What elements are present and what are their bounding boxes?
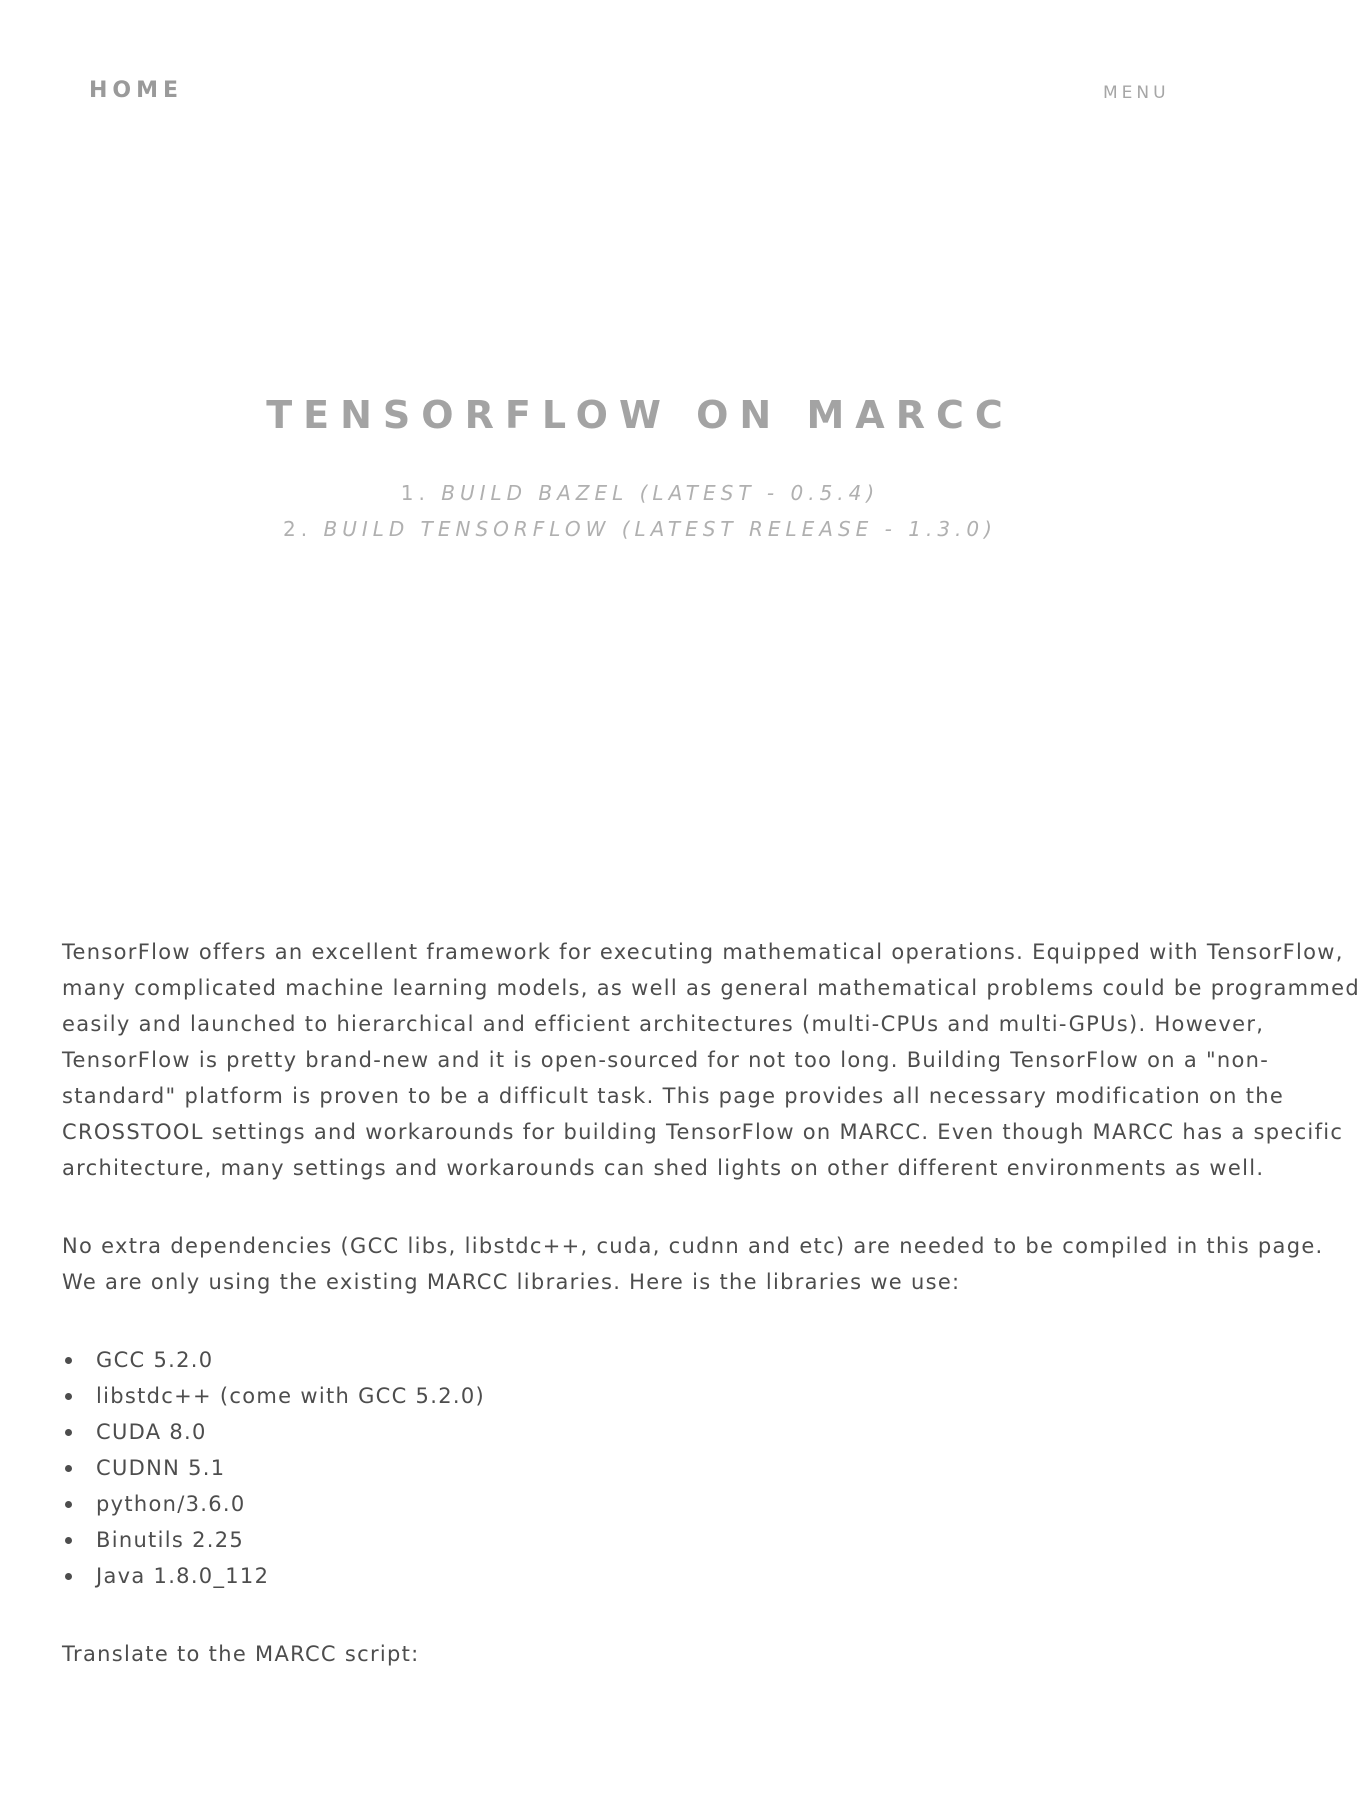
bullet-icon bbox=[65, 1393, 72, 1400]
hero-steps-list bbox=[0, 475, 1280, 547]
library-name: CUDA 8.0 bbox=[96, 1420, 207, 1444]
menu-button[interactable]: MENU bbox=[1103, 83, 1170, 103]
bullet-icon bbox=[65, 1537, 72, 1544]
intro-line: standard" platform is proven to be a difficult task. This page provides all necessary modification on the bbox=[62, 1084, 1285, 1108]
main-content bbox=[62, 934, 1360, 1672]
bullet-icon bbox=[65, 1573, 72, 1580]
library-name: libstdc++ (come with GCC 5.2.0) bbox=[96, 1384, 485, 1408]
intro-paragraph bbox=[62, 934, 1360, 1186]
library-name: Java 1.8.0_112 bbox=[96, 1564, 270, 1588]
bullet-icon bbox=[65, 1429, 72, 1436]
intro-line: TensorFlow offers an excellent framework for executing mathematical operations. Equipped with TensorFlow, bbox=[62, 940, 1344, 964]
list-item bbox=[62, 1522, 1232, 1558]
bullet-icon bbox=[65, 1357, 72, 1364]
list-item bbox=[62, 1342, 1232, 1378]
intro-line: easily and launched to hierarchical and efficient architectures (multi-CPUs and multi-GPUs). However, bbox=[62, 1012, 1265, 1036]
intro-line: TensorFlow is pretty brand-new and it is open-sourced for not too long. Building TensorFlow on a "non- bbox=[62, 1048, 1270, 1072]
library-name: python/3.6.0 bbox=[96, 1492, 246, 1516]
dependencies-paragraph bbox=[62, 1228, 1324, 1300]
list-item bbox=[62, 1558, 1232, 1594]
bullet-icon bbox=[65, 1501, 72, 1508]
intro-line: many complicated machine learning models, as well as general mathematical problems could be programmed bbox=[62, 976, 1360, 1000]
hero-step bbox=[0, 511, 1280, 547]
libraries-list bbox=[62, 1342, 1232, 1594]
translate-paragraph: Translate to the MARCC script: bbox=[62, 1642, 420, 1666]
intro-line: CROSSTOOL settings and workarounds for building TensorFlow on MARCC. Even though MARCC has a specific bbox=[62, 1120, 1344, 1144]
hero-step-number: 1. bbox=[400, 481, 430, 505]
library-name: GCC 5.2.0 bbox=[96, 1348, 214, 1372]
page-title: TENSORFLOW ON MARCC bbox=[266, 393, 1014, 437]
list-item bbox=[62, 1378, 1232, 1414]
hero-step bbox=[0, 475, 1280, 511]
library-name: Binutils 2.25 bbox=[96, 1528, 245, 1552]
hero-step-text: BUILD TENSORFLOW (LATEST RELEASE - 1.3.0) bbox=[323, 517, 997, 541]
home-link[interactable]: HOME bbox=[89, 78, 184, 103]
intro-line: architecture, many settings and workarounds can shed lights on other different environments as well. bbox=[62, 1156, 1265, 1180]
library-name: CUDNN 5.1 bbox=[96, 1456, 226, 1480]
bullet-icon bbox=[65, 1465, 72, 1472]
list-item bbox=[62, 1450, 1232, 1486]
list-item bbox=[62, 1414, 1232, 1450]
dependencies-line: No extra dependencies (GCC libs, libstdc++, cuda, cudnn and etc) are needed to be compiled in this page. bbox=[62, 1234, 1324, 1258]
hero-step-text: BUILD BAZEL (LATEST - 0.5.4) bbox=[441, 481, 880, 505]
list-item bbox=[62, 1486, 1232, 1522]
dependencies-line: We are only using the existing MARCC libraries. Here is the libraries we use: bbox=[62, 1270, 961, 1294]
hero-step-number: 2. bbox=[283, 517, 313, 541]
